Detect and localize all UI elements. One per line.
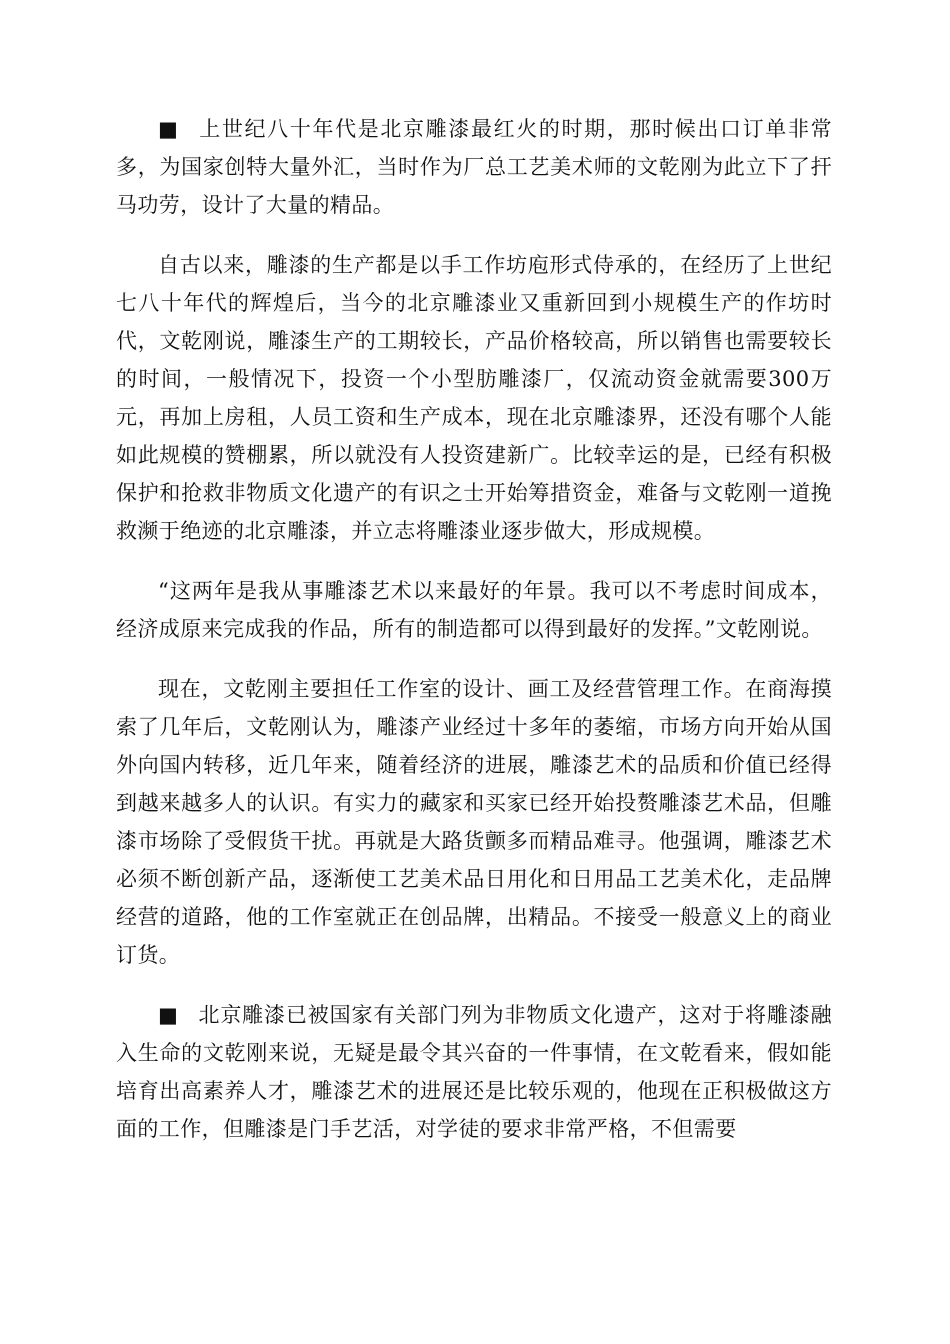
- bullet-square-icon: ■: [158, 1003, 179, 1027]
- paragraph-2: [116, 246, 832, 550]
- paragraph-text: 自古以来，雕漆的生产都是以手工作坊庖形式侍承的，在经历了上世纪七八十年代的辉煌后，当今的北京雕漆业又重新回到小规模生产的作坊时代，文乾刚说，雕漆生产的工期较长，产品价格较高，所以销售也需要较长的时间，一般情况下，投资一个小型肪雕漆厂，仅流动资金就需要300万元，再加上房租，人员工资和生产成本，现在北京雕漆界，还没有哪个人能如此规模的赞棚累，所以就没有人投资建新广。比较幸运的是，已经有积极保护和抢救非物质文化遗产的有识之士开始筹措资金，难备与文乾刚一道挽救濒于绝迹的北京雕漆，并立志将雕漆业逐步做大，形成规模。: [116, 253, 832, 543]
- paragraph-text: 上世纪八十年代是北京雕漆最红火的时期，那时候出口订单非常多，为国家创特大量外汇，当时作为厂总工艺美术师的文乾刚为此立下了扞马功劳，设计了大量的精品。: [116, 117, 832, 217]
- paragraph-1: [116, 110, 832, 224]
- paragraph-text: 北京雕漆已被国家有关部门列为非物质文化遗产，这对于将雕漆融入生命的文乾刚来说，无疑是最令其兴奋的一件事情，在文乾看来，假如能培育出高素养人才，雕漆艺术的进展还是比较乐观的，他现在正积极做这方面的工作，但雕漆是门手艺活，对学徒的要求非常严格，不但需要: [116, 1003, 832, 1141]
- document-body: [116, 110, 832, 1170]
- paragraph-4: [116, 670, 832, 974]
- paragraph-text: “这两年是我从事雕漆艺术以来最好的年景。我可以不考虑时间成本，经济成原来完成我的作品，所有的制造都可以得到最好的发挥。”文乾刚说。: [116, 579, 832, 641]
- paragraph-5: [116, 996, 832, 1148]
- bullet-square-icon: ■: [158, 117, 179, 141]
- paragraph-text: 现在，文乾刚主要担任工作室的设计、画工及经营管理工作。在商海摸索了几年后，文乾刚认为，雕漆产业经过十多年的萎缩，市场方向开始从国外向国内转移，近几年来，随着经济的进展，雕漆艺术的品质和价值已经得到越来越多人的认识。有实力的藏家和买家已经开始投赘雕漆艺术品，但雕漆市场除了受假货干扰。再就是大路货颤多而精品难寻。他强调，雕漆艺术必须不断创新产品，逐渐使工艺美术品日用化和日用品工艺美术化，走品牌经营的道路，他的工作室就正在创品牌，出精品。不接受一般意义上的商业订货。: [116, 677, 832, 967]
- paragraph-3: [116, 572, 832, 648]
